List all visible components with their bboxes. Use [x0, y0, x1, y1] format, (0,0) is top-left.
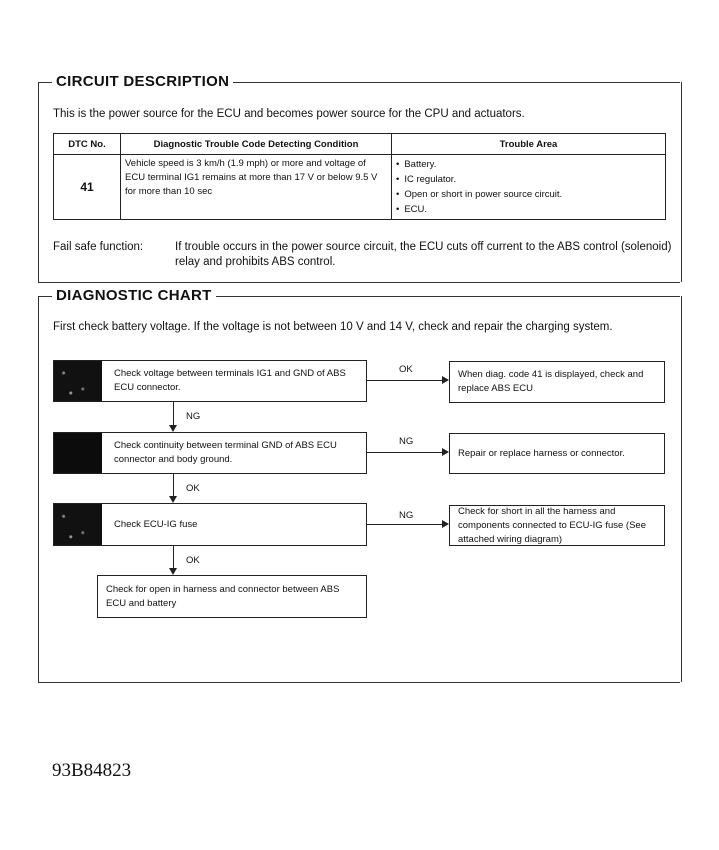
- arrow-d2: [169, 496, 177, 503]
- dtc-table-row: [54, 155, 666, 220]
- connector-d2: [173, 474, 174, 496]
- result-2-text: Repair or replace harness or connector.: [458, 447, 625, 459]
- diagnostic-bottom-rule: [38, 682, 680, 683]
- trouble-area-item: • ECU.: [396, 202, 661, 217]
- step-2-mark: [54, 433, 102, 473]
- document-code: 93B84823: [52, 760, 132, 781]
- step-2-text: Check continuity between terminal GND of ABS ECU connector and body ground.: [114, 440, 337, 465]
- circuit-section-title: CIRCUIT DESCRIPTION: [52, 74, 233, 90]
- dtc-number: 41: [54, 155, 121, 220]
- result-3-box: [449, 505, 665, 546]
- dtc-header-condition: Diagnostic Trouble Code Detecting Condition: [121, 134, 392, 155]
- step-2-box: [53, 432, 367, 474]
- connector-r1: [367, 380, 442, 381]
- step-3-box: [53, 503, 367, 546]
- result-1-text: When diag. code 41 is displayed, check and replace ABS ECU: [458, 369, 644, 394]
- step-3-mark: [54, 504, 102, 545]
- flow-label-d1: NG: [186, 411, 201, 422]
- dtc-condition: Vehicle speed is 3 km/h (1.9 mph) or more and voltage of ECU terminal IG1 remains at more than 17 V or below 9.5 V for more than 10 sec: [121, 155, 392, 220]
- trouble-area-item: • Battery.: [396, 157, 661, 172]
- dtc-header-no: DTC No.: [54, 134, 121, 155]
- connector-d1: [173, 402, 174, 425]
- connector-r2: [367, 452, 442, 453]
- result-3-text: Check for short in all the harness and components connected to ECU-IG fuse (See attached wiring diagram): [458, 505, 646, 545]
- flow-label-r3: NG: [399, 510, 414, 521]
- dtc-trouble-area: [392, 155, 666, 220]
- dtc-table: [53, 133, 666, 220]
- dtc-table-header-row: [54, 134, 666, 155]
- arrow-d3: [169, 568, 177, 575]
- circuit-description-text: This is the power source for the ECU and becomes power source for the CPU and actuators.: [53, 108, 525, 120]
- step-3-text: Check ECU-IG fuse: [114, 518, 198, 530]
- trouble-area-item: • IC regulator.: [396, 172, 661, 187]
- diagnostic-section-frame: [38, 296, 682, 682]
- result-1-box: [449, 361, 665, 403]
- flow-label-r2: NG: [399, 436, 414, 447]
- circuit-bottom-rule: [38, 282, 680, 283]
- arrow-r3: [442, 520, 449, 528]
- trouble-area-list: [396, 157, 661, 217]
- step-1-mark: [54, 361, 102, 401]
- flow-label-d2: OK: [186, 483, 200, 494]
- step-1-text: Check voltage between terminals IG1 and GND of ABS ECU connector.: [114, 368, 346, 393]
- arrow-d1: [169, 425, 177, 432]
- step-1-box: [53, 360, 367, 402]
- diagnostic-intro-text: First check battery voltage. If the voltage is not between 10 V and 14 V, check and repair the charging system.: [53, 321, 613, 333]
- step-4-box: [97, 575, 367, 618]
- arrow-r1: [442, 376, 449, 384]
- trouble-area-item: • Open or short in power source circuit.: [396, 187, 661, 202]
- result-2-box: [449, 433, 665, 474]
- connector-r3: [367, 524, 442, 525]
- step-4-text: Check for open in harness and connector between ABS ECU and battery: [106, 583, 340, 609]
- diagnostic-section-title: DIAGNOSTIC CHART: [52, 288, 216, 304]
- failsafe-text: If trouble occurs in the power source circuit, the ECU cuts off current to the ABS control (solenoid) relay and prohibits ABS control.: [175, 241, 672, 268]
- dtc-header-area: Trouble Area: [392, 134, 666, 155]
- flow-label-d3: OK: [186, 555, 200, 566]
- failsafe-label: Fail safe function:: [53, 241, 144, 253]
- arrow-r2: [442, 448, 449, 456]
- connector-d3: [173, 546, 174, 568]
- flow-label-r1: OK: [399, 364, 413, 375]
